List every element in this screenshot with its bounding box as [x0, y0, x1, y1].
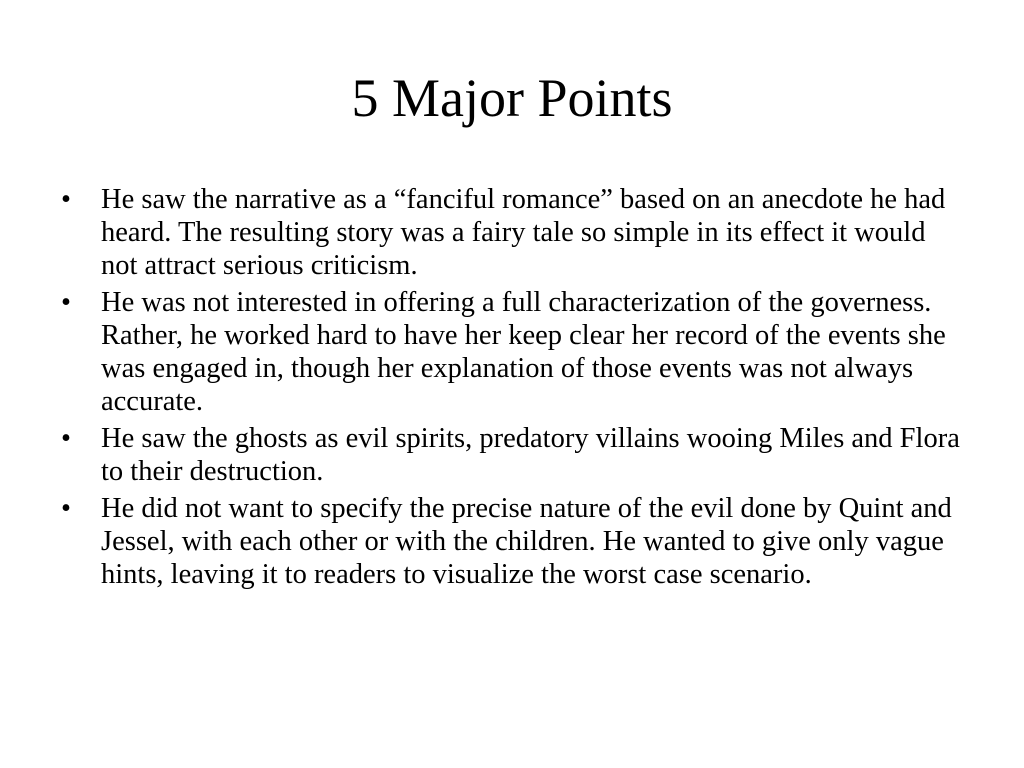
bullet-icon: •	[61, 184, 71, 215]
bullet-list	[60, 183, 960, 595]
list-item	[60, 183, 960, 282]
slide-title: 5 Major Points	[351, 68, 673, 128]
bullet-text: He was not interested in offering a full characterization of the governess. Rather, he worked hard to have her keep clear her record of the events she was engaged in, though her explanation of those events was not always accurate.	[101, 287, 946, 417]
list-item	[60, 422, 960, 488]
list-item	[60, 492, 960, 591]
list-item	[60, 286, 960, 418]
bullet-text: He did not want to specify the precise nature of the evil done by Quint and Jessel, with each other or with the children. He wanted to give only vague hints, leaving it to readers to visualize the worst case scenario.	[101, 493, 952, 590]
bullet-text: He saw the narrative as a “fanciful romance” based on an anecdote he had heard. The resulting story was a fairy tale so simple in its effect it would not attract serious criticism.	[101, 184, 946, 281]
bullet-icon: •	[61, 423, 71, 454]
bullet-icon: •	[61, 287, 71, 318]
bullet-text: He saw the ghosts as evil spirits, predatory villains wooing Miles and Flora to their destruction.	[101, 423, 960, 487]
bullet-icon: •	[61, 493, 71, 524]
